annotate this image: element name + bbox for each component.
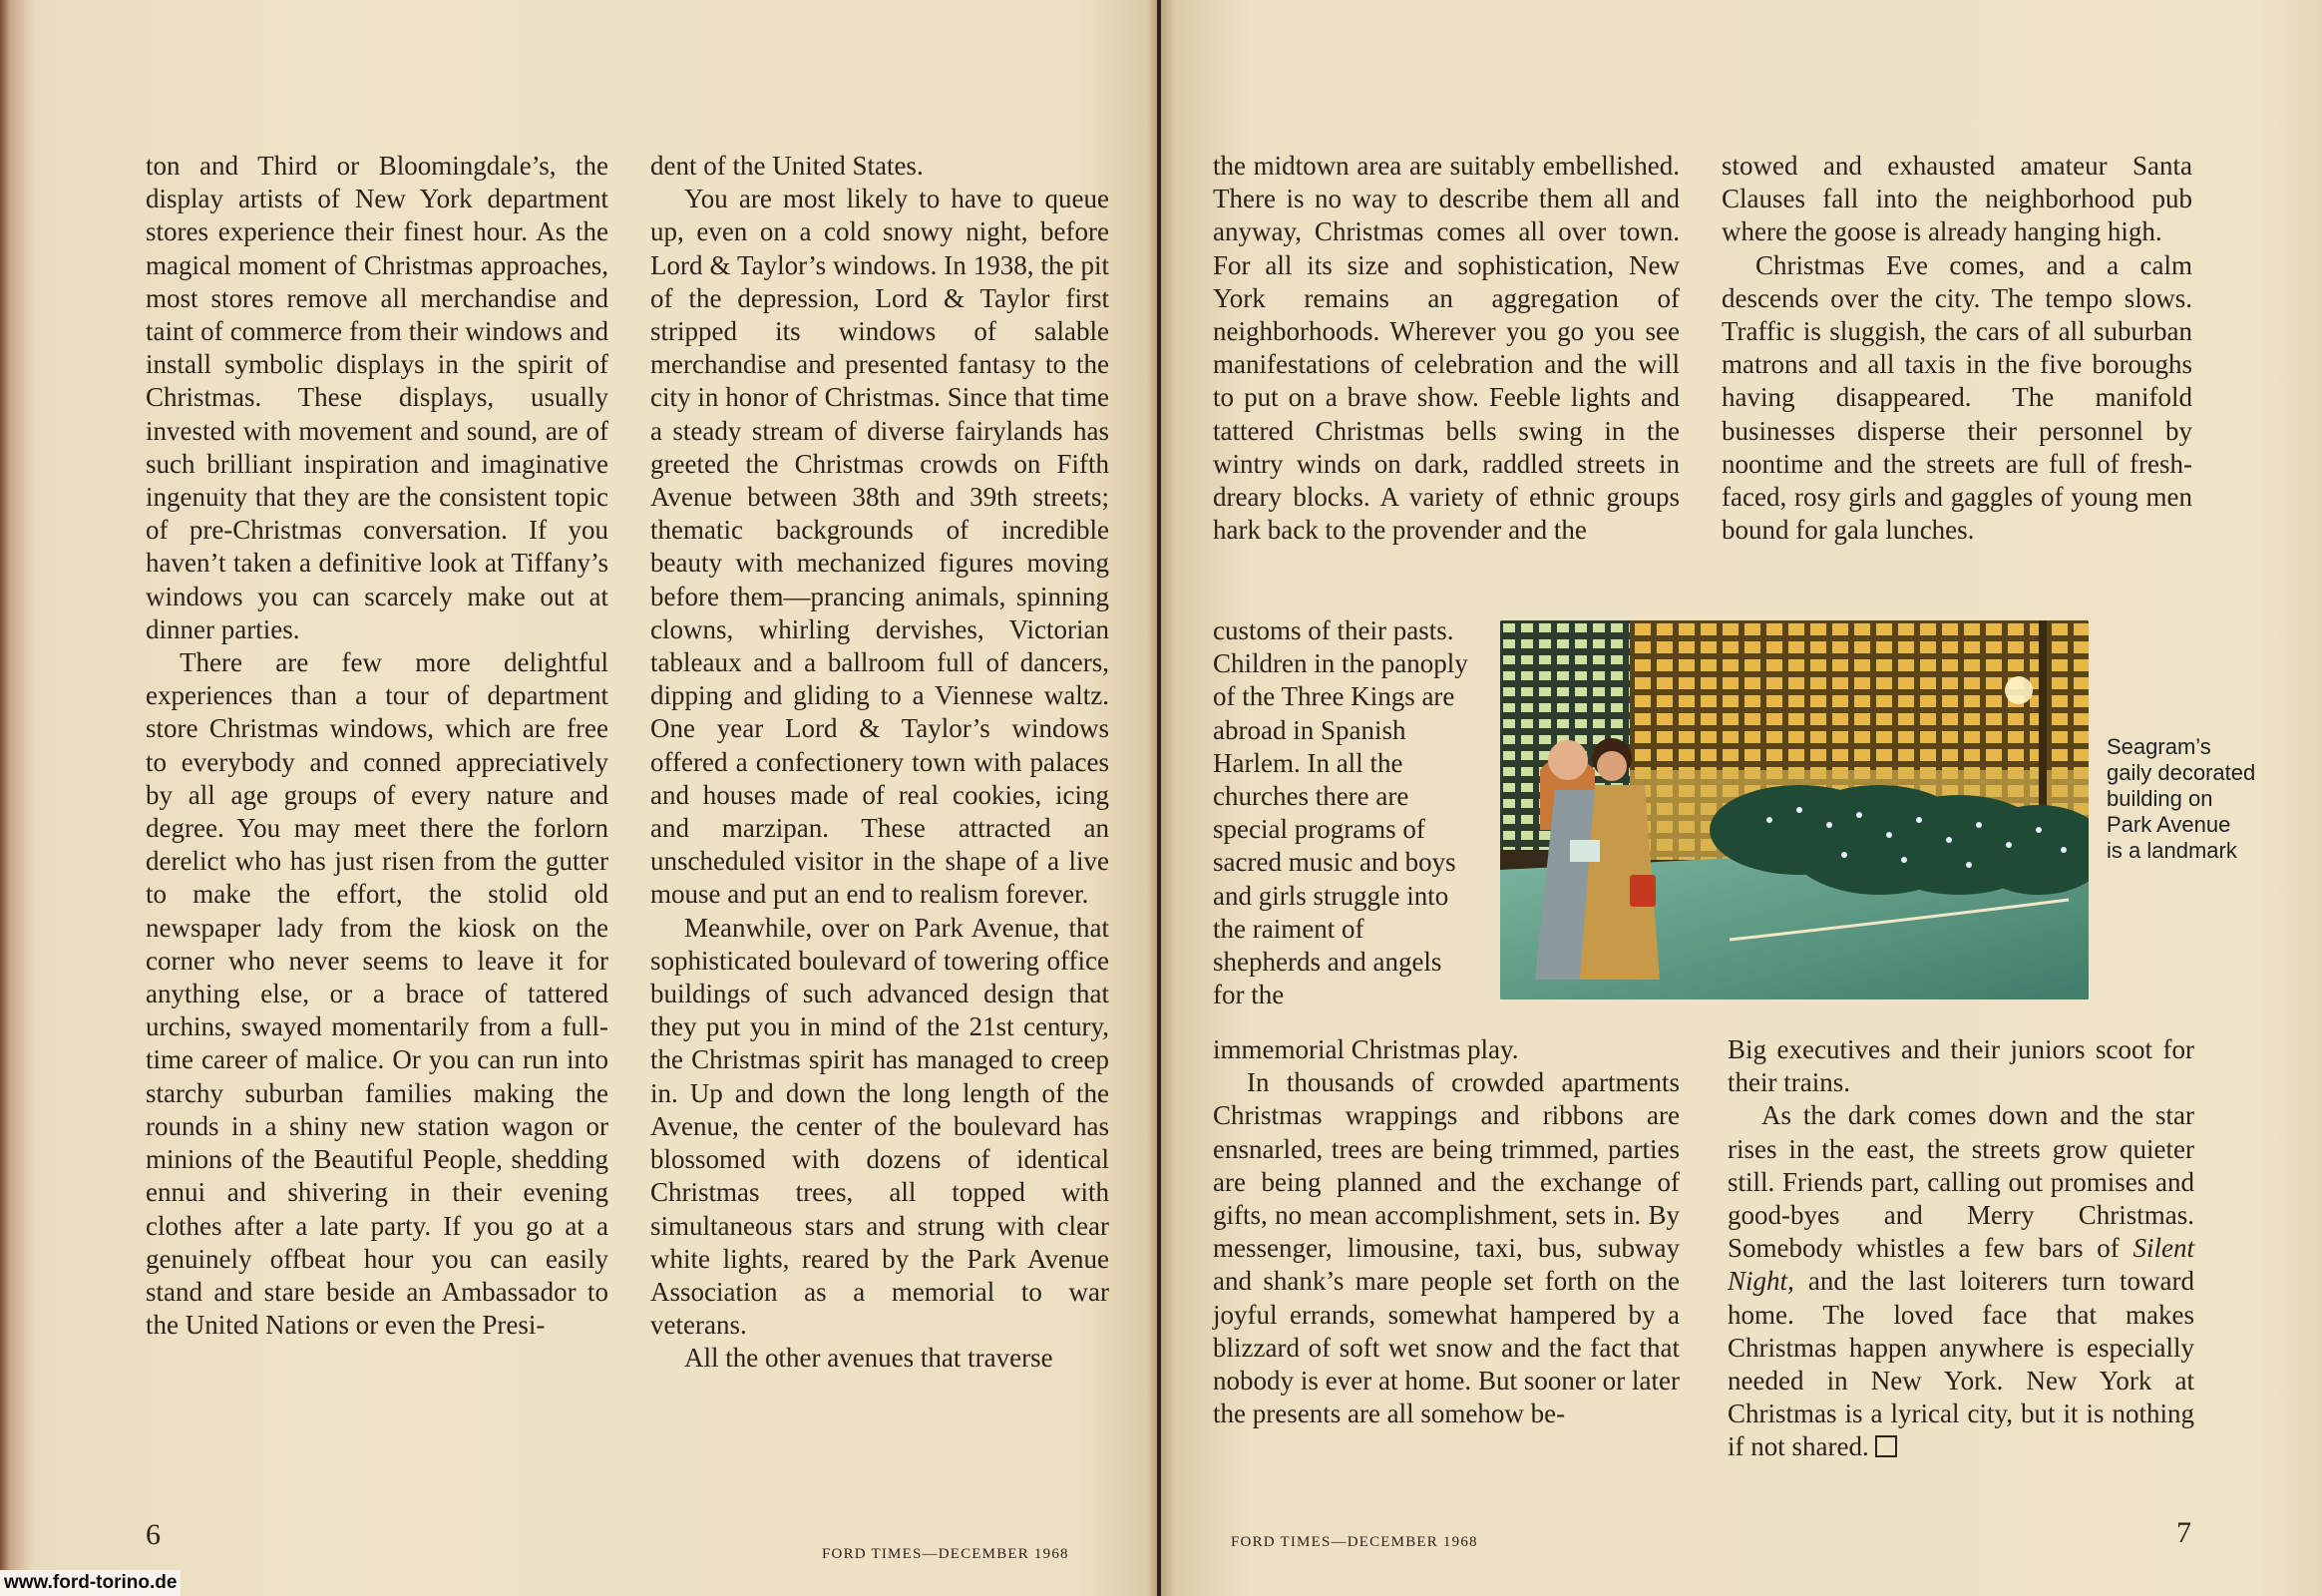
right-column-1-bottom bbox=[1213, 1033, 1680, 1430]
seagram-building-illustration bbox=[1500, 620, 2089, 999]
painting-icon bbox=[1500, 620, 2089, 999]
paragraph: There are few more delightful experiences than a tour of department store Christmas windows, which are free to everybody and conned appreciatively by all age groups of every nature and degree. You may meet there the forlorn derelict who has just risen from the gutter to make the effort, the stolid old newspaper lady from the kiosk on the corner who never seems to leave it for anything else, or a brace of tattered urchins, swayed momentarily from a full-time career of malice. Or you can run into starchy suburban families making the rounds in a shiny new station wagon or minions of the Beautiful People, shedding ennui and shivering in their evening clothes after a late party. If you go at a genuinely offbeat hour you can easily stand and stare beside an Ambassador to the United Nations or even the Presi- bbox=[146, 647, 608, 1341]
left-column-1 bbox=[146, 150, 608, 1342]
paragraph: immemorial Christmas play. bbox=[1213, 1034, 1519, 1064]
right-column-1-top bbox=[1213, 150, 1680, 547]
right-page bbox=[1161, 0, 2322, 1596]
right-column-1-narrow bbox=[1213, 614, 1476, 1011]
watermark: www.ford-torino.de bbox=[0, 1570, 181, 1596]
paragraph: All the other avenues that traverse bbox=[684, 1343, 1053, 1374]
paragraph: As the dark comes down and the star rises in the east, the streets grow quieter still. Friends part, calling out promises and good-byes and Merry Christmas. Somebody whistles a few bars of Silent Night, and the last loiterers turn toward home. The loved face that makes Christmas happen anywhere is especially needed in New York. New York at Christmas is a lyrical city, but it is nothing if not shared. bbox=[1728, 1100, 2194, 1462]
figure-caption: Seagram’s gaily decorated building on Park Avenue is a landmark bbox=[2107, 734, 2256, 863]
paragraph: ton and Third or Bloomingdale’s, the display artists of New York department stores experience their finest hour. As the magical moment of Christmas approaches, most stores remove all merchandise and taint of commerce from their windows and install symbolic displays in the spirit of Christmas. These displays, usually invested with movement and sound, are of such brilliant inspiration and imaginative ingenuity that they are the consistent topic of pre-Christmas conversation. If you haven’t taken a definitive look at Tiffany’s windows you can scarcely make out at dinner parties. bbox=[146, 151, 608, 644]
right-column-2-top bbox=[1722, 150, 2192, 547]
paragraph: Christmas Eve comes, and a calm descends over the city. The tempo slows. Traffic is sluggish, the cars of all suburban matrons and all taxis in the five boroughs having disappeared. The manifold businesses disperse their personnel by noontime and the streets are full of fresh-faced, rosy girls and gaggles of young men bound for gala lunches. bbox=[1722, 249, 2192, 546]
running-footer: FORD TIMES—DECEMBER 1968 bbox=[822, 1546, 1069, 1562]
page-number: 6 bbox=[146, 1518, 161, 1551]
paragraph: Meanwhile, over on Park Avenue, that sophisticated boulevard of towering office buildings of such advanced design that they put you in mind of the 21st century, the Christmas spirit has managed to creep in. Up and down the long length of the Avenue, the center of the boulevard has blossomed with dozens of identical Christmas trees, all topped with simultaneous stars and strung with clear white lights, reared by the Park Avenue Association as a memorial to war veterans. bbox=[650, 912, 1109, 1341]
paragraph: You are most likely to have to queue up, even on a cold snowy night, before Lord & Taylor’s windows. In 1938, the pit of the depression, Lord & Taylor first stripped its windows of salable merchandise and presented fantasy to the city in honor of Christmas. Since that time a steady stream of diverse fairylands has greeted the Christmas crowds on Fifth Avenue between 38th and 39th streets; thematic backgrounds of incredible beauty with mechanized figures moving before them—prancing animals, spinning clowns, whirling dervishes, Victorian tableaux and a ballroom full of dancers, dipping and gliding to a Viennese waltz. One year Lord & Taylor’s windows offered a confectionery town with palaces and houses made of real cookies, icing and marzipan. These attracted an unscheduled visitor in the shape of a live mouse and put an end to realism forever. bbox=[650, 184, 1109, 910]
paragraph: Big executives and their juniors scoot for their trains. bbox=[1728, 1034, 2194, 1098]
right-column-2-bottom bbox=[1728, 1033, 2194, 1464]
paragraph: customs of their pasts. Children in the panoply of the Three Kings are abroad in Spanish Harlem. In all the churches there are special programs of sacred music and boys and girls struggle into the raiment of shepherds and angels for the bbox=[1213, 615, 1468, 1010]
paragraph: In thousands of crowded apartments Christmas wrappings and ribbons are ensnarled, trees are being trimmed, parties are being planned and the exchange of gifts, no mean accomplishment, sets in. By messenger, limousine, taxi, bus, subway and shank’s mare people set forth on the joyful errands, somewhat hampered by a blizzard of soft wet snow and the fact that nobody is ever at home. But sooner or later the presents are all somehow be- bbox=[1213, 1067, 1680, 1429]
left-page bbox=[0, 0, 1157, 1596]
paragraph: dent of the United States. bbox=[650, 151, 924, 181]
page-number: 7 bbox=[2176, 1516, 2191, 1549]
left-column-2 bbox=[650, 150, 1109, 1376]
paragraph: stowed and exhausted amateur Santa Clauses fall into the neighborhood pub where the goose is already hanging high. bbox=[1722, 151, 2192, 247]
end-mark-icon bbox=[1875, 1435, 1897, 1457]
running-footer: FORD TIMES—DECEMBER 1968 bbox=[1231, 1534, 1478, 1550]
paragraph: the midtown area are suitably embellished. There is no way to describe them all and anyway, Christmas comes all over town. For all its size and sophistication, New York remains an aggregation of neighborhoods. Wherever you go you see manifestations of celebration and the will to put on a brave show. Feeble lights and tattered Christmas bells swing in the wintry winds on dark, raddled streets in dreary blocks. A variety of ethnic groups hark back to the provender and the bbox=[1213, 151, 1680, 546]
